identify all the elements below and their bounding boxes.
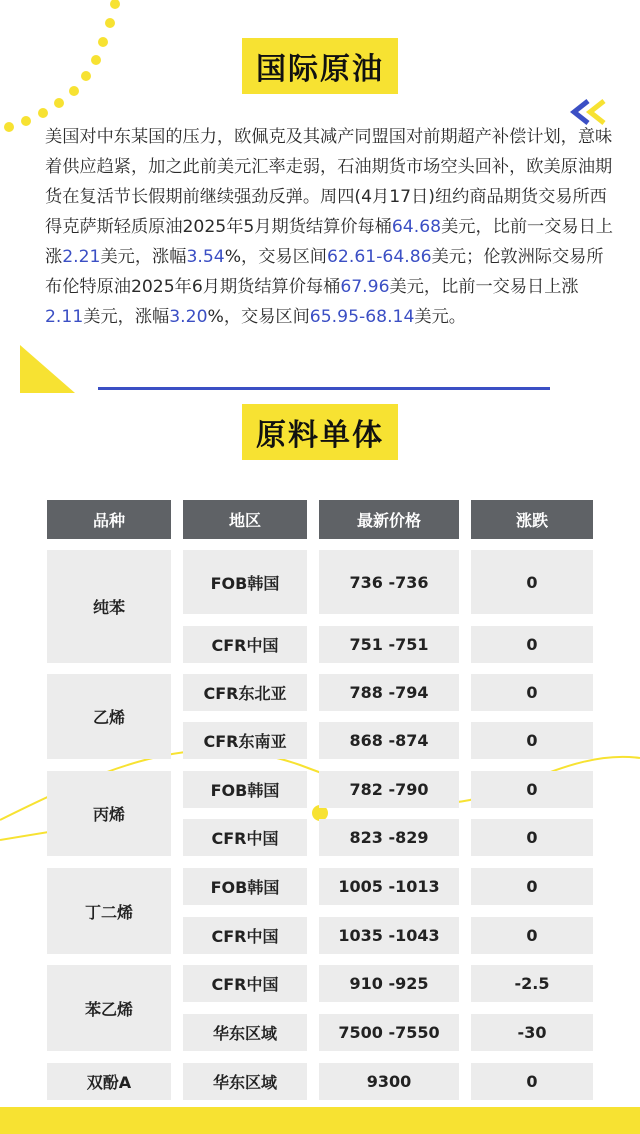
- section-title-monomers: 原料单体: [242, 404, 398, 460]
- paragraph-text: 美元，涨幅: [83, 307, 170, 327]
- variety-cell: 丙烯: [47, 771, 171, 856]
- section-title-crude-oil: 国际原油: [242, 38, 398, 94]
- change-cell: 0: [471, 722, 593, 759]
- price-cell: 823 -829: [319, 819, 459, 856]
- paragraph-text: 美元。: [414, 307, 466, 327]
- paragraph-text: 美元，比前一交易日上涨: [45, 217, 613, 267]
- region-cell: FOB韩国: [183, 868, 307, 905]
- region-cell: FOB韩国: [183, 550, 307, 614]
- region-cell: CFR中国: [183, 626, 307, 663]
- change-cell: -30: [471, 1014, 593, 1051]
- region-cell: CFR中国: [183, 965, 307, 1002]
- paragraph-text: 美元，比前一交易日上涨: [389, 277, 579, 297]
- region-cell: CFR中国: [183, 917, 307, 954]
- header-region: 地区: [183, 500, 307, 539]
- header-variety: 品种: [47, 500, 171, 539]
- highlight-number: 2.11: [45, 307, 84, 327]
- price-cell: 1005 -1013: [319, 868, 459, 905]
- highlight-number: 2.21: [62, 247, 101, 267]
- paragraph-text: %，交易区间: [224, 247, 327, 267]
- price-cell: 751 -751: [319, 626, 459, 663]
- paragraph-text: 美元，涨幅: [100, 247, 187, 267]
- price-cell: 736 -736: [319, 550, 459, 614]
- region-cell: 华东区域: [183, 1063, 307, 1100]
- highlight-number: 67.96: [340, 277, 390, 297]
- change-cell: 0: [471, 1063, 593, 1100]
- price-cell: 9300: [319, 1063, 459, 1100]
- region-cell: CFR东北亚: [183, 674, 307, 711]
- highlight-number: 65.95-68.14: [309, 307, 415, 327]
- header-change: 涨跌: [471, 500, 593, 539]
- variety-cell: 丁二烯: [47, 868, 171, 954]
- price-cell: 910 -925: [319, 965, 459, 1002]
- change-cell: 0: [471, 819, 593, 856]
- change-cell: 0: [471, 626, 593, 663]
- highlight-number: 3.54: [186, 247, 225, 267]
- variety-cell: 苯乙烯: [47, 965, 171, 1051]
- region-cell: CFR中国: [183, 819, 307, 856]
- region-cell: CFR东南亚: [183, 722, 307, 759]
- change-cell: 0: [471, 917, 593, 954]
- variety-cell: 双酚A: [47, 1063, 171, 1100]
- price-cell: 782 -790: [319, 771, 459, 808]
- change-cell: 0: [471, 868, 593, 905]
- price-cell: 1035 -1043: [319, 917, 459, 954]
- variety-cell: 纯苯: [47, 550, 171, 663]
- highlight-number: 62.61-64.86: [327, 247, 432, 267]
- region-cell: FOB韩国: [183, 771, 307, 808]
- change-cell: 0: [471, 771, 593, 808]
- price-cell: 868 -874: [319, 722, 459, 759]
- price-cell: 7500 -7550: [319, 1014, 459, 1051]
- paragraph-text: %，交易区间: [207, 307, 310, 327]
- variety-cell: 乙烯: [47, 674, 171, 759]
- paragraph-text: 美国对中东某国的压力，欧佩克及其减产同盟国对前期超产补偿计划，意味着供应趋紧，加之此前美元汇率走弱，石油期货市场空头回补，欧美原油期货在复活节长假期前继续强劲反弹。周四(4月17日)纽约商品期货交易所西得克萨斯轻质原油2025年5月期货结算价每桶: [45, 127, 613, 237]
- bottom-bar: [0, 1107, 640, 1134]
- change-cell: 0: [471, 550, 593, 614]
- change-cell: 0: [471, 674, 593, 711]
- highlight-number: 64.68: [391, 217, 442, 237]
- highlight-number: 3.20: [169, 307, 208, 327]
- paragraph-text: 美元；伦敦洲际交易所布伦特原油2025年6月期货结算价每桶: [45, 247, 604, 297]
- header-latest-price: 最新价格: [319, 500, 459, 539]
- price-cell: 788 -794: [319, 674, 459, 711]
- region-cell: 华东区域: [183, 1014, 307, 1051]
- change-cell: -2.5: [471, 965, 593, 1002]
